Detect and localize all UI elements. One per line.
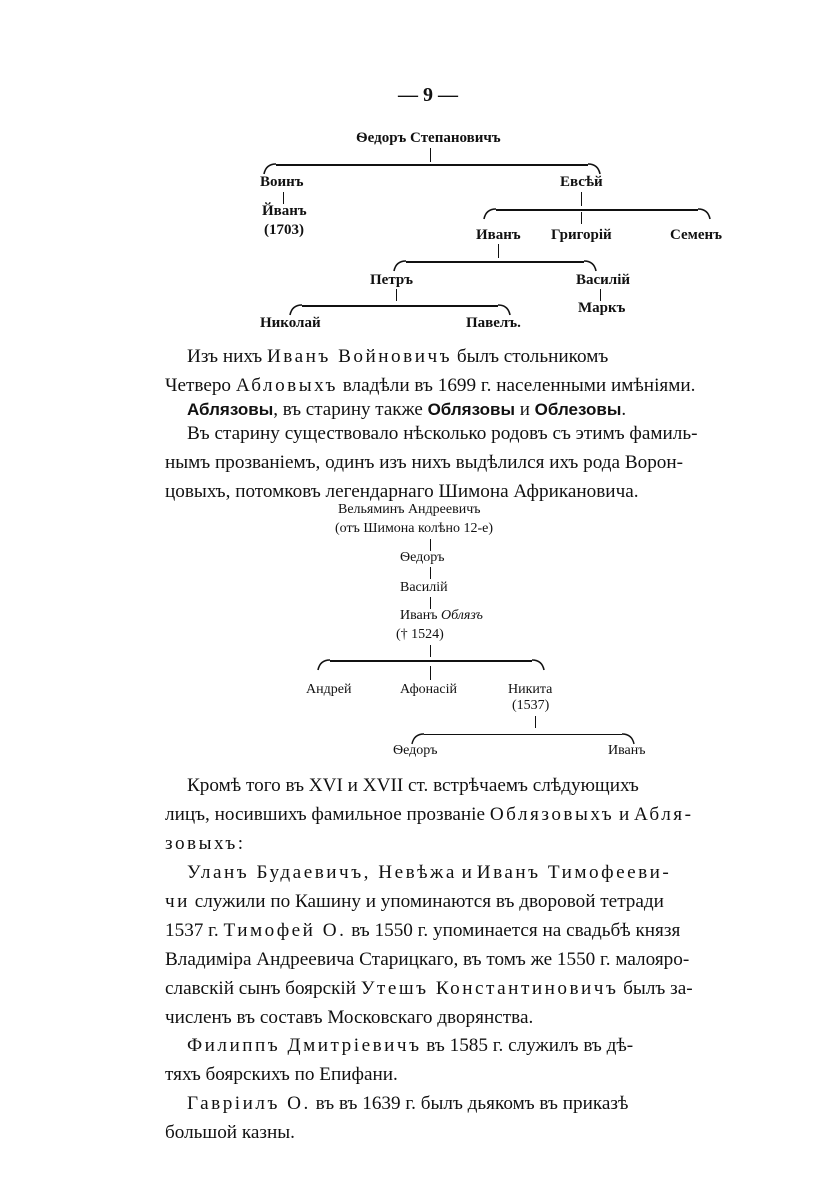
tree1-evsei: Евсѣй — [560, 174, 603, 190]
person-name: Иванъ Войновичъ — [266, 346, 453, 367]
heading-name: Облезовы — [534, 400, 622, 419]
paragraph-gavriil — [165, 1089, 723, 1147]
tree2-fedor2: Ѳедоръ — [393, 743, 438, 758]
tree2-fedor: Ѳедоръ — [400, 550, 445, 565]
paragraph-filipp — [165, 1031, 723, 1089]
person-name: Уланъ Будаевичъ, Невѣжа — [187, 862, 457, 883]
tree2-nikita: Никита — [508, 682, 553, 697]
person-name: Иванъ Тимофееви- — [476, 862, 672, 883]
tree1-pavel: Павелъ. — [466, 315, 521, 331]
tree2-ivan — [400, 608, 483, 624]
tree1-root: Ѳедоръ Степановичъ — [356, 130, 501, 146]
text-line — [165, 1031, 723, 1060]
text-line: Владиміра Андреевича Старицкаго, въ томъ же 1550 г. малояро- — [165, 949, 690, 970]
tree2-ivan2: Иванъ — [608, 743, 646, 758]
tree1-vasilii: Василій — [576, 272, 631, 288]
tree2-connector — [430, 645, 431, 657]
family-name: зовыхъ — [165, 833, 238, 854]
section-heading — [187, 399, 626, 421]
text-line: численъ въ составъ Московскаго дворянства. — [165, 1007, 534, 1028]
text: : — [237, 833, 244, 854]
text: въ 1550 г. упоминается на свадьбѣ князя — [346, 920, 681, 941]
tree2-bracket-ends — [316, 658, 546, 672]
tree2-root: Вельяминъ Андреевичъ — [338, 502, 481, 517]
tree2-connector — [430, 567, 431, 579]
family-name: Абля- — [634, 804, 694, 825]
tree1-bracket-ends — [482, 207, 712, 221]
tree1-connector — [581, 212, 582, 224]
tree1-connector — [430, 148, 431, 162]
tree2-ivan-death: († 1524) — [396, 627, 444, 642]
text: Изъ нихъ — [187, 346, 267, 367]
tree2-andrei: Андрей — [306, 682, 352, 697]
heading-name: Аблязовы — [187, 400, 274, 419]
paragraph-persons-intro — [165, 771, 723, 858]
text: и — [456, 862, 477, 883]
text-line: цовыхъ, потомковъ легендарнаго Шимона Африкановича. — [165, 481, 639, 502]
text: Четверо — [165, 375, 236, 396]
tree2-root-note: (отъ Шимона колѣно 12-е) — [335, 521, 494, 536]
tree2-connector — [535, 716, 536, 728]
paragraph-origin — [165, 419, 723, 506]
tree2-ivan-nickname: Облязъ — [440, 608, 483, 623]
person-name: Гавріилъ О. — [187, 1093, 311, 1114]
tree1-connector — [498, 244, 499, 258]
tree2-ivan-name: Иванъ — [400, 608, 441, 623]
text: славскій сынъ боярскій — [165, 978, 361, 999]
person-name: чи — [165, 891, 190, 912]
tree1-connector — [396, 289, 397, 301]
tree1-nikolai: Николай — [260, 315, 321, 331]
text: . — [621, 399, 627, 420]
page-number: — 9 — — [398, 84, 458, 106]
paragraph-persons — [165, 858, 723, 1032]
tree1-ivan-year: (1703) — [264, 222, 304, 238]
text-line — [165, 1089, 723, 1118]
person-name: Тимофей О. — [223, 920, 347, 941]
tree1-petr: Петръ — [370, 272, 413, 288]
text: въ въ 1639 г. былъ дьякомъ въ приказѣ — [310, 1093, 629, 1114]
tree2-bracket-ends — [410, 732, 636, 746]
tree1-grigorii: Григорій — [551, 227, 612, 243]
family-name: Абловыхъ — [235, 375, 338, 396]
tree2-vasilii: Василій — [400, 580, 448, 595]
tree1-semen: Семенъ — [670, 227, 722, 243]
text-line: большой казны. — [165, 1122, 295, 1143]
text-line — [165, 887, 723, 916]
text: служили по Кашину и упоминаются въ дворовой тетради — [189, 891, 664, 912]
text-line — [165, 829, 723, 858]
text-line — [165, 371, 723, 400]
tree1-bracket-ends — [262, 162, 602, 176]
paragraph-abloviy — [165, 342, 723, 400]
text-line: нымъ прозваніемъ, одинъ изъ нихъ выдѣлился ихъ рода Ворон- — [165, 452, 684, 473]
text-line — [165, 800, 723, 829]
text: лицъ, носившихъ фамильное прозваніе — [165, 804, 490, 825]
text-line: Кромѣ того въ XVI и XVII ст. встрѣчаемъ слѣдующихъ — [187, 775, 639, 796]
text-line — [165, 974, 723, 1003]
tree1-voin: Воинъ — [260, 174, 304, 190]
family-name: Облязовыхъ — [489, 804, 615, 825]
text: былъ за- — [618, 978, 693, 999]
tree1-mark: Маркъ — [578, 300, 626, 316]
tree1-ivan-voinovich: Йванъ — [262, 203, 307, 219]
text: владѣли въ 1699 г. населенными имѣніями. — [337, 375, 696, 396]
text-line — [165, 858, 723, 887]
tree2-connector — [430, 666, 431, 680]
text-line — [187, 342, 723, 371]
tree1-ivan: Иванъ — [476, 227, 521, 243]
text-line: тяхъ боярскихъ по Епифани. — [165, 1064, 398, 1085]
text: и — [514, 399, 535, 420]
person-name: Утешъ Константиновичъ — [360, 978, 619, 999]
heading-name: Облязовы — [427, 400, 515, 419]
text-line — [165, 916, 723, 945]
person-name: Филиппъ Дмитріевичъ — [187, 1035, 422, 1056]
tree2-afonasii: Афонасій — [400, 682, 457, 697]
text: и — [614, 804, 635, 825]
text: 1537 г. — [165, 920, 224, 941]
text: былъ стольникомъ — [452, 346, 609, 367]
text: , въ старину также — [273, 399, 428, 420]
text: въ 1585 г. служилъ въ дѣ- — [421, 1035, 634, 1056]
tree2-nikita-year: (1537) — [512, 698, 550, 713]
text-line: Въ старину существовало нѣсколько родовъ съ этимъ фамиль- — [187, 423, 698, 444]
tree1-bracket-ends — [392, 259, 598, 273]
tree1-connector — [581, 192, 582, 206]
